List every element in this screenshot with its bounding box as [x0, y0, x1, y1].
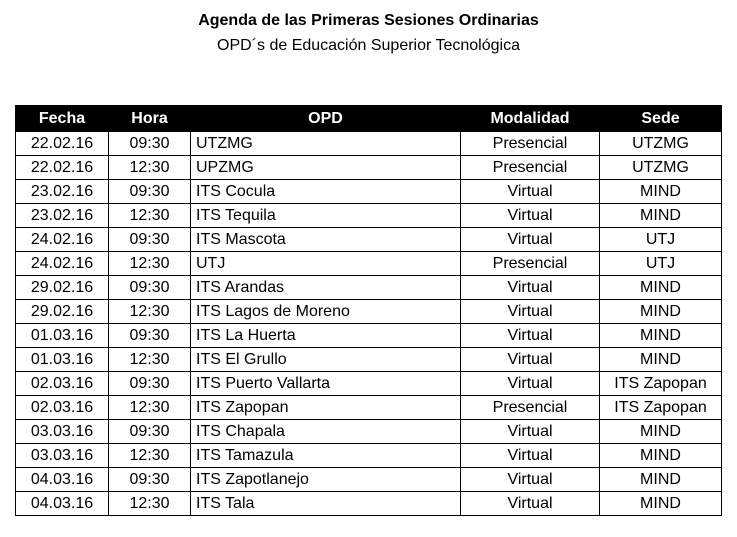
cell-hora: 09:30 [109, 276, 191, 300]
cell-hora: 12:30 [109, 300, 191, 324]
cell-modalidad: Presencial [461, 132, 600, 156]
table-row [16, 444, 722, 468]
cell-sede: MIND [600, 204, 722, 228]
cell-fecha: 04.03.16 [16, 492, 109, 516]
cell-sede: UTJ [600, 252, 722, 276]
table-row [16, 348, 722, 372]
cell-fecha: 24.02.16 [16, 252, 109, 276]
table-row [16, 180, 722, 204]
header-modalidad: Modalidad [461, 106, 600, 132]
agenda-table [15, 105, 722, 516]
table-row [16, 372, 722, 396]
cell-hora: 12:30 [109, 348, 191, 372]
cell-opd: ITS Cocula [191, 180, 461, 204]
page-title: Agenda de las Primeras Sesiones Ordinarias [198, 12, 539, 29]
table-row [16, 300, 722, 324]
cell-fecha: 23.02.16 [16, 180, 109, 204]
cell-fecha: 22.02.16 [16, 156, 109, 180]
cell-hora: 09:30 [109, 372, 191, 396]
table-row [16, 204, 722, 228]
header-sede: Sede [600, 106, 722, 132]
cell-opd: ITS El Grullo [191, 348, 461, 372]
cell-opd: UTZMG [191, 132, 461, 156]
cell-opd: ITS Puerto Vallarta [191, 372, 461, 396]
cell-modalidad: Virtual [461, 372, 600, 396]
cell-opd: ITS Zapopan [191, 396, 461, 420]
header-row [16, 106, 722, 132]
cell-sede: MIND [600, 300, 722, 324]
cell-hora: 12:30 [109, 252, 191, 276]
cell-modalidad: Virtual [461, 276, 600, 300]
table-row [16, 420, 722, 444]
cell-sede: UTJ [600, 228, 722, 252]
cell-fecha: 23.02.16 [16, 204, 109, 228]
cell-modalidad: Presencial [461, 396, 600, 420]
table-row [16, 324, 722, 348]
table-row [16, 228, 722, 252]
table-row [16, 252, 722, 276]
cell-modalidad: Virtual [461, 468, 600, 492]
cell-hora: 09:30 [109, 228, 191, 252]
table-row [16, 492, 722, 516]
cell-sede: MIND [600, 444, 722, 468]
cell-opd: ITS Tala [191, 492, 461, 516]
cell-modalidad: Virtual [461, 492, 600, 516]
cell-sede: MIND [600, 180, 722, 204]
cell-sede: MIND [600, 348, 722, 372]
cell-sede: ITS Zapopan [600, 372, 722, 396]
cell-hora: 09:30 [109, 324, 191, 348]
cell-modalidad: Virtual [461, 324, 600, 348]
header-opd: OPD [191, 106, 461, 132]
header-hora: Hora [109, 106, 191, 132]
cell-sede: MIND [600, 468, 722, 492]
cell-opd: ITS Lagos de Moreno [191, 300, 461, 324]
cell-fecha: 22.02.16 [16, 132, 109, 156]
cell-modalidad: Virtual [461, 180, 600, 204]
cell-modalidad: Virtual [461, 348, 600, 372]
cell-opd: ITS Tamazula [191, 444, 461, 468]
cell-sede: MIND [600, 324, 722, 348]
cell-fecha: 03.03.16 [16, 420, 109, 444]
cell-modalidad: Virtual [461, 300, 600, 324]
cell-sede: MIND [600, 420, 722, 444]
table-row [16, 396, 722, 420]
cell-sede: ITS Zapopan [600, 396, 722, 420]
cell-fecha: 01.03.16 [16, 324, 109, 348]
cell-hora: 12:30 [109, 156, 191, 180]
cell-sede: MIND [600, 276, 722, 300]
table-row [16, 156, 722, 180]
cell-opd: ITS Chapala [191, 420, 461, 444]
cell-hora: 09:30 [109, 132, 191, 156]
cell-opd: ITS Zapotlanejo [191, 468, 461, 492]
cell-hora: 12:30 [109, 204, 191, 228]
cell-opd: ITS La Huerta [191, 324, 461, 348]
cell-fecha: 29.02.16 [16, 276, 109, 300]
cell-modalidad: Presencial [461, 252, 600, 276]
cell-fecha: 04.03.16 [16, 468, 109, 492]
table-row [16, 132, 722, 156]
cell-modalidad: Virtual [461, 444, 600, 468]
cell-fecha: 02.03.16 [16, 396, 109, 420]
cell-opd: ITS Arandas [191, 276, 461, 300]
table-row [16, 468, 722, 492]
cell-fecha: 01.03.16 [16, 348, 109, 372]
cell-opd: UPZMG [191, 156, 461, 180]
cell-hora: 09:30 [109, 468, 191, 492]
header-fecha: Fecha [16, 106, 109, 132]
cell-opd: ITS Mascota [191, 228, 461, 252]
table-body [16, 132, 722, 516]
cell-hora: 09:30 [109, 180, 191, 204]
cell-modalidad: Virtual [461, 204, 600, 228]
cell-hora: 12:30 [109, 492, 191, 516]
cell-opd: ITS Tequila [191, 204, 461, 228]
cell-modalidad: Virtual [461, 228, 600, 252]
cell-fecha: 02.03.16 [16, 372, 109, 396]
cell-hora: 12:30 [109, 444, 191, 468]
table-header [16, 106, 722, 132]
page-subtitle: OPD´s de Educación Superior Tecnológica [217, 37, 520, 54]
cell-hora: 09:30 [109, 420, 191, 444]
cell-sede: MIND [600, 492, 722, 516]
cell-modalidad: Virtual [461, 420, 600, 444]
table-row [16, 276, 722, 300]
cell-modalidad: Presencial [461, 156, 600, 180]
cell-hora: 12:30 [109, 396, 191, 420]
cell-opd: UTJ [191, 252, 461, 276]
cell-fecha: 03.03.16 [16, 444, 109, 468]
cell-fecha: 24.02.16 [16, 228, 109, 252]
cell-fecha: 29.02.16 [16, 300, 109, 324]
cell-sede: UTZMG [600, 132, 722, 156]
cell-sede: UTZMG [600, 156, 722, 180]
